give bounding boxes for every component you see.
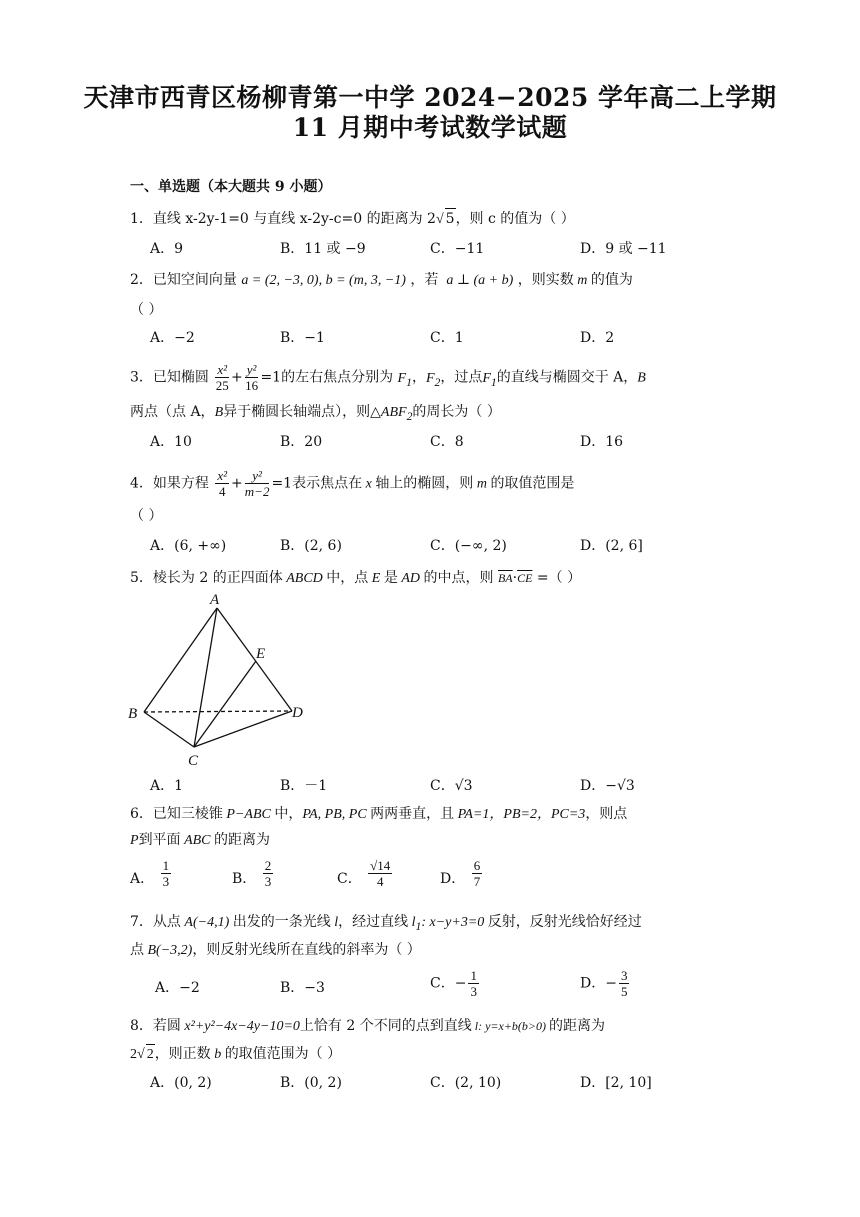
q6-option-c: C． $\frac{√14}{4}$ xyxy=(337,858,391,889)
q8-option-c: C．(2, 10) xyxy=(430,1075,502,1091)
question-8-cont: 2√ 2，则正数 b 的取值范围为（ ） xyxy=(130,1044,341,1065)
q3-option-b: B．20 xyxy=(280,434,323,450)
question-2: 2．已知空间向量 a = (2, −3, 0), b = (m, 3, −1) ，若 a ⊥ (a + b) ，则实数 m 的值为 xyxy=(130,272,633,288)
vertex-label-e: E xyxy=(256,646,266,662)
doc-title-line-1: 天津市西青区杨柳青第一中学 2024−2025 学年高二上学期 xyxy=(83,83,777,112)
q4-option-d: D．(2, 6] xyxy=(580,538,643,554)
q5-option-d: D．−√3 xyxy=(580,778,635,794)
q7-option-c: C．− $\frac{1}{3}$ xyxy=(430,968,477,999)
q3-option-d: D．16 xyxy=(580,434,624,450)
q6-option-a: A． $\frac{1}{3}$ xyxy=(130,858,170,889)
q1-option-a: A．9 xyxy=(150,241,184,257)
q8-option-d: D．[2, 10] xyxy=(580,1075,652,1091)
tetrahedron-figure xyxy=(126,590,316,770)
q4-paren: （ ） xyxy=(130,508,163,524)
q4-option-c: C．(−∞, 2) xyxy=(430,538,507,554)
question-7: 7．从点 A(−4,1) 出发的一条光线 l，经过直线 $l_1$: x−y+3=0 反射，反射光线恰好经过 xyxy=(130,914,642,933)
segment-ce xyxy=(194,661,256,747)
edge-bc xyxy=(144,712,194,747)
question-5: 5．棱长为 2 的正四面体 ABCD 中，点 E 是 AD 的中点，则 $\overline{BA}\cdot\overline{CE}$ =（ ） xyxy=(130,570,582,586)
q2-option-d: D．2 xyxy=(580,330,615,346)
question-3: 3．已知椭圆 $\frac{\text{x²}}{25}$ + $\frac{\text{y²}}{16}$ =1的左右焦点分别为 $F_1$，$F_2$，过点$F_1$的直线与椭圆交于 A，B xyxy=(130,362,646,393)
question-4: 4．如果方程 $\frac{\text{x²}}{4}$ + $\frac{\text{y²}}{m-2}$ =1表示焦点在 x 轴上的椭圆，则 m 的取值范围是 xyxy=(130,468,575,499)
question-6-cont: P到平面 ABC 的距离为 xyxy=(130,832,271,848)
q6-option-d: D． $\frac{6}{7}$ xyxy=(440,858,481,889)
q7-option-b: B．−3 xyxy=(280,980,325,996)
vertex-label-a: A xyxy=(210,592,220,608)
q8-option-b: B．(0, 2) xyxy=(280,1075,342,1091)
question-7-cont: 点 B(−3,2)，则反射光线所在直线的斜率为（ ） xyxy=(130,942,421,958)
q8-option-a: A．(0, 2) xyxy=(150,1075,212,1091)
q5-option-c: C．√3 xyxy=(430,778,473,794)
section-heading: 一、单选题（本大题共 9 小题） xyxy=(130,179,332,195)
edge-cd xyxy=(194,711,292,747)
q3-option-c: C．8 xyxy=(430,434,464,450)
edge-ab xyxy=(144,608,217,712)
question-6: 6．已知三棱锥 P−ABC 中，PA, PB, PC 两两垂直，且 PA=1，PB=2，PC=3，则点 xyxy=(130,806,628,822)
q2-option-a: A．−2 xyxy=(150,330,195,346)
q7-option-d: D．− $\frac{3}{5}$ xyxy=(580,968,628,999)
vertex-label-c: C xyxy=(188,753,199,769)
q2-option-c: C．1 xyxy=(430,330,464,346)
vertex-label-d: D xyxy=(292,705,303,721)
edge-ac xyxy=(194,608,217,747)
q4-option-b: B．(2, 6) xyxy=(280,538,342,554)
q5-option-b: B．－1 xyxy=(280,778,328,794)
edge-ad xyxy=(217,608,292,711)
vertex-label-b: B xyxy=(128,706,138,722)
q3-option-a: A．10 xyxy=(150,434,192,450)
q1-option-d: D．9 或 −11 xyxy=(580,241,667,257)
q6-option-b: B． $\frac{2}{3}$ xyxy=(232,858,272,889)
edge-bd-hidden xyxy=(144,711,292,712)
q1-option-c: C．−11 xyxy=(430,241,485,257)
doc-title-line-2: 11 月期中考试数学试题 xyxy=(292,113,568,142)
q2-option-b: B．−1 xyxy=(280,330,325,346)
question-1: 1．直线 x-2y-1=0 与直线 x-2y-c=0 的距离为 2√ 5，则 c 的值为（ ） xyxy=(130,208,575,230)
q5-option-a: A．1 xyxy=(150,778,184,794)
q4-option-a: A．(6, +∞) xyxy=(150,538,227,554)
q7-option-a: A．−2 xyxy=(155,980,200,996)
q2-paren: （ ） xyxy=(130,302,163,318)
q1-option-b: B．11 或 −9 xyxy=(280,241,366,257)
question-8: 8．若圆 x²+y²−4x−4y−10=0上恰有 2 个不同的点到直线 l: y=x+b(b>0) 的距离为 xyxy=(130,1018,606,1034)
question-3-cont: 两点（点 A，B异于椭圆长轴端点），则$\triangle ABF_2$的周长为（ ） xyxy=(130,404,501,423)
q2-vector-expression: a = (2, −3, 0), b = (m, 3, −1) xyxy=(241,273,406,288)
